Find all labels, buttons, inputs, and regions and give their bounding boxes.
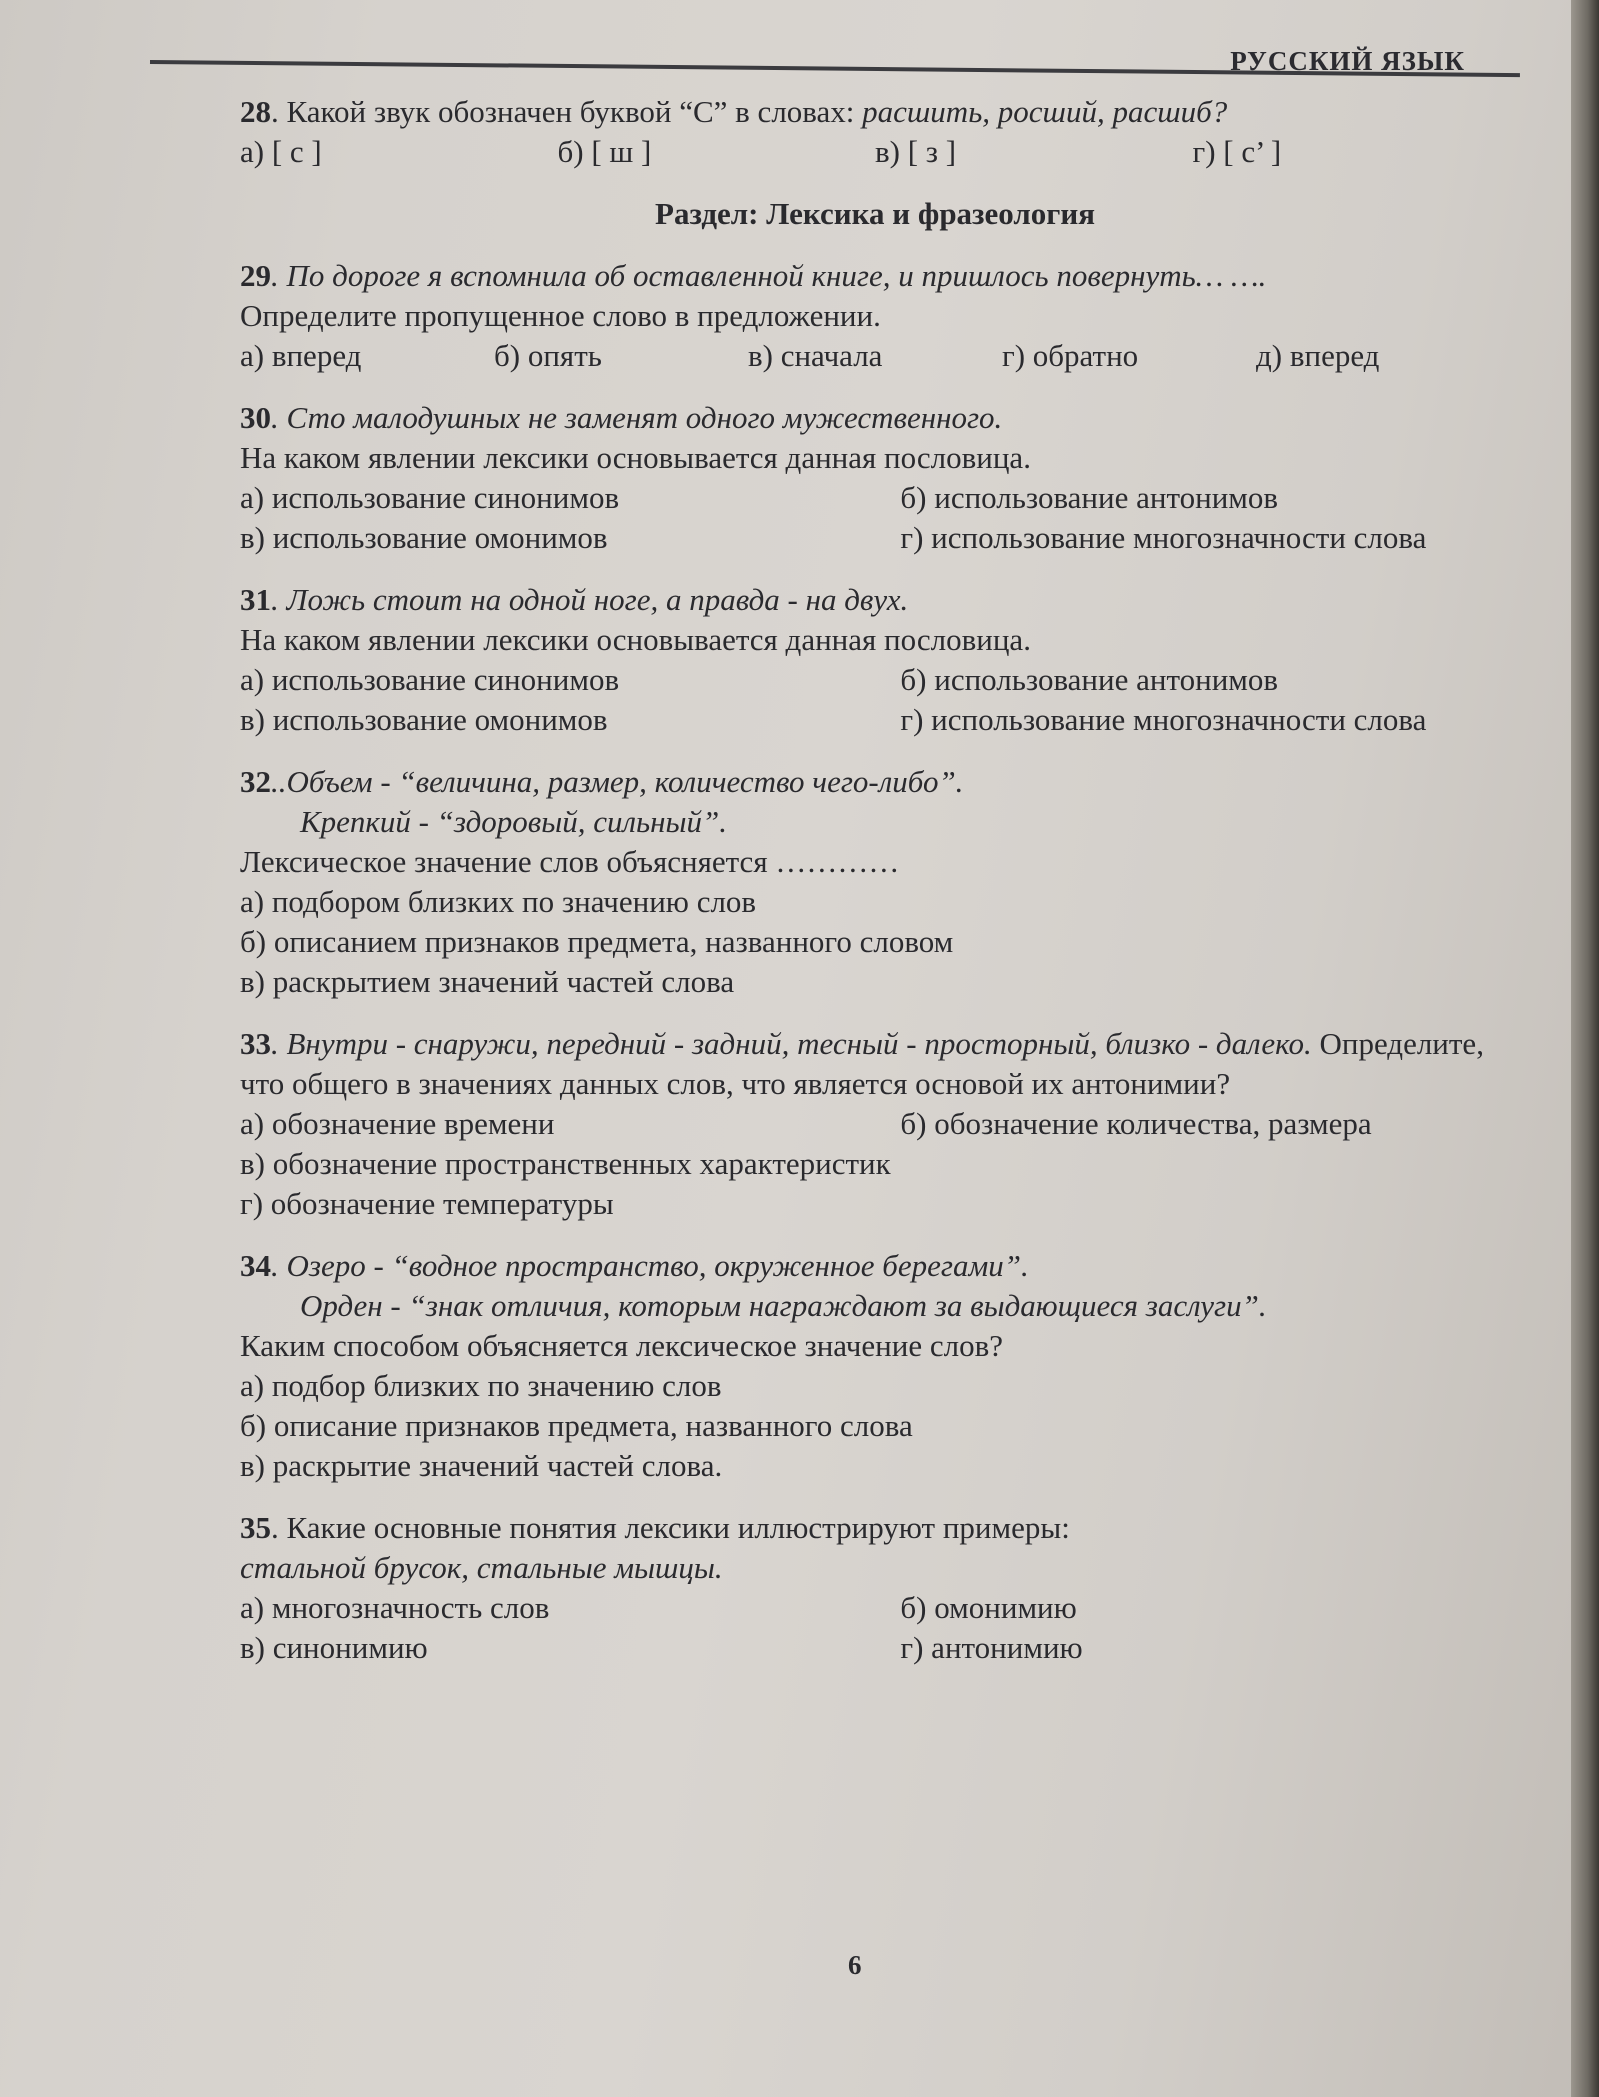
question-number: 31	[240, 582, 271, 617]
question-example: расшить, росший, расшиб?	[862, 94, 1228, 129]
question-text: . Какой звук обозначен буквой “С” в словах:	[271, 94, 863, 129]
option-a: а) подбором близких по значению слов	[240, 884, 757, 919]
question-example: . Озеро - “водное пространство, окруженное берегами”.	[271, 1248, 1029, 1283]
page-header: РУССКИЙ ЯЗЫК	[1230, 46, 1465, 76]
option-e: д) вперед	[1256, 338, 1380, 373]
question-text: На каком явлении лексики основывается данная пословица.	[240, 440, 1031, 475]
question-number: 28	[240, 94, 271, 129]
question-30	[240, 398, 1510, 558]
option-c: в) раскрытием значений частей слова	[240, 964, 735, 999]
option-b: б) использование антонимов	[900, 662, 1279, 697]
question-example: . Ложь стоит на одной ноге, а правда - на двух.	[271, 582, 909, 617]
question-text: Каким способом объясняется лексическое значение слов?	[240, 1328, 1003, 1363]
page-edge-shadow	[1571, 0, 1599, 2097]
questions	[240, 92, 1510, 1690]
question-text: . Какие основные понятия лексики иллюстрируют примеры:	[271, 1510, 1070, 1545]
option-c: в) синонимию	[240, 1630, 428, 1665]
option-d: г) обозначение температуры	[240, 1186, 614, 1221]
question-29	[240, 256, 1510, 376]
option-d: г) использование многозначности слова	[900, 702, 1427, 737]
question-example: стальной брусок, стальные мышцы.	[240, 1550, 723, 1585]
question-example: . Внутри - снаружи, передний - задний, тесный - просторный, близко - далеко.	[271, 1026, 1312, 1061]
option-b: б) опять	[494, 338, 602, 373]
question-number: 33	[240, 1026, 271, 1061]
question-example: ..Объем - “величина, размер, количество чего-либо”.	[271, 764, 964, 799]
option-d: г) обратно	[1002, 338, 1139, 373]
option-a: а) многозначность слов	[240, 1590, 550, 1625]
section-title: Раздел: Лексика и фразеология	[655, 196, 1095, 231]
option-c: в) раскрытие значений частей слова.	[240, 1448, 723, 1483]
option-c: в) обозначение пространственных характеристик	[240, 1146, 891, 1181]
question-number: 34	[240, 1248, 271, 1283]
question-31	[240, 580, 1510, 740]
question-text: Определите, что общего в значениях данных слов, что является основой их антонимии?	[240, 1026, 1484, 1101]
option-a: а) вперед	[240, 338, 362, 373]
option-b: б) омонимию	[900, 1590, 1077, 1625]
question-number: 32	[240, 764, 271, 799]
option-a: а) [ с ]	[240, 134, 322, 169]
option-d: г) антонимию	[900, 1630, 1083, 1665]
question-number: 35	[240, 1510, 271, 1545]
option-a: а) подбор близких по значению слов	[240, 1368, 722, 1403]
question-text: Лексическое значение слов объясняется …………	[240, 844, 900, 879]
option-b: б) использование антонимов	[900, 480, 1279, 515]
option-b: б) [ ш ]	[557, 134, 652, 169]
question-number: 30	[240, 400, 271, 435]
question-28	[240, 92, 1510, 172]
question-example: . Сто малодушных не заменят одного мужественного.	[271, 400, 1003, 435]
question-35	[240, 1508, 1510, 1668]
option-b: б) описанием признаков предмета, названного словом	[240, 924, 954, 959]
page-number: 6	[848, 1950, 862, 1980]
option-c: в) сначала	[748, 338, 883, 373]
option-b: б) описание признаков предмета, названного слова	[240, 1408, 913, 1443]
question-example-2: Орден - “знак отличия, которым награждают за выдающиеся заслуги”.	[300, 1288, 1267, 1323]
option-d: г) использование многозначности слова	[900, 520, 1427, 555]
option-b: б) обозначение количества, размера	[900, 1106, 1372, 1141]
question-text: Определите пропущенное слово в предложении.	[240, 298, 881, 333]
question-example-2: Крепкий - “здоровый, сильный”.	[300, 804, 727, 839]
option-a: а) обозначение времени	[240, 1106, 555, 1141]
option-a: а) использование синонимов	[240, 480, 620, 515]
option-c: в) использование омонимов	[240, 702, 608, 737]
question-33	[240, 1024, 1510, 1224]
question-number: 29	[240, 258, 271, 293]
question-text: На каком явлении лексики основывается данная пословица.	[240, 622, 1031, 657]
option-c: в) использование омонимов	[240, 520, 608, 555]
option-a: а) использование синонимов	[240, 662, 620, 697]
option-d: г) [ с’ ]	[1192, 134, 1282, 169]
question-34	[240, 1246, 1510, 1486]
question-32	[240, 762, 1510, 1002]
option-c: в) [ з ]	[875, 134, 957, 169]
question-example: . По дороге я вспомнила об оставленной книге, и пришлось повернуть… ….	[271, 258, 1267, 293]
